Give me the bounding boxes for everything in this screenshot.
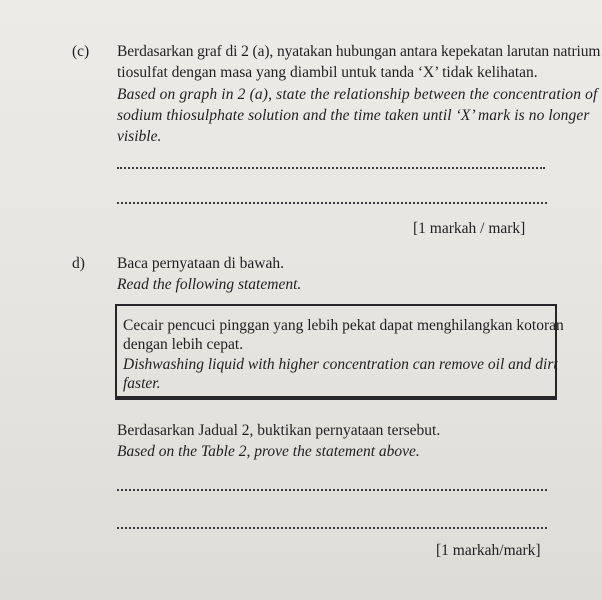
part-c-english-line-2: sodium thiosulphate solution and the time taken until ‘X’ mark is no longer — [117, 107, 590, 124]
part-d-english-instruction: Read the following statement. — [117, 276, 302, 293]
part-c-marks — [413, 219, 525, 239]
part-d-malay-question: Berdasarkan Jadual 2, buktikan pernyataan tersebut. — [117, 422, 441, 439]
part-d-marks-text: [1 markah/mark] — [436, 542, 541, 559]
part-d-label: d) — [72, 255, 85, 272]
statement-english-line-1: Dishwashing liquid with higher concentration can remove oil and dirt — [123, 356, 558, 373]
part-d-answer-line-2[interactable] — [117, 527, 547, 529]
part-c-malay-line-2: tiosulfat dengan masa yang diambil untuk tanda ‘X’ tidak kelihatan. — [117, 64, 538, 81]
part-c-answer-line-1[interactable] — [117, 167, 545, 169]
part-c-answer-line-2[interactable] — [117, 202, 547, 204]
part-d-english-question: Based on the Table 2, prove the statement above. — [117, 443, 420, 460]
part-c-label: (c) — [72, 43, 90, 60]
part-d-malay-instruction: Baca pernyataan di bawah. — [117, 255, 284, 272]
part-c-malay-line-1: Berdasarkan graf di 2 (a), nyatakan hubungan antara kepekatan larutan natrium — [117, 43, 601, 60]
statement-malay-line-2: dengan lebih cepat. — [123, 336, 244, 353]
part-c-marks-text: [1 markah / mark] — [413, 220, 526, 237]
part-d-marks — [436, 541, 541, 561]
part-c-english-line-3: visible. — [117, 128, 162, 145]
part-c-english-line-1: Based on graph in 2 (a), state the relationship between the concentration of — [117, 86, 598, 103]
statement-malay-line-1: Cecair pencuci pinggan yang lebih pekat dapat menghilangkan kotoran — [123, 317, 564, 334]
part-d-answer-line-1[interactable] — [117, 489, 547, 491]
statement-english-line-2: faster. — [123, 375, 161, 392]
statement-box — [115, 304, 564, 400]
